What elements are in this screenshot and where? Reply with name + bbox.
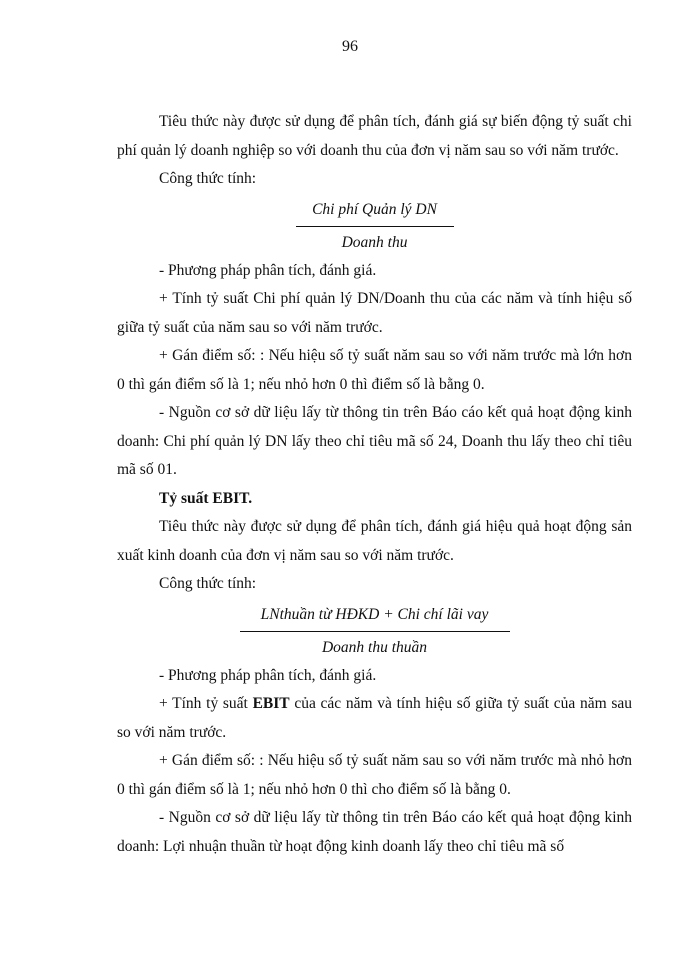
- section2-source: - Nguồn cơ sở dữ liệu lấy từ thông tin trên Báo cáo kết quả hoạt động kinh doanh: Lợi nhuận thuần từ hoạt động kinh doanh lấy theo chỉ tiêu mã số: [117, 809, 632, 855]
- section2-formula-label: Công thức tính:: [159, 575, 257, 592]
- page-number: 96: [342, 38, 358, 55]
- section1-intro: Tiêu thức này được sử dụng để phân tích, đánh giá sự biến động tỷ suất chi phí quản lý doanh nghiệp so với doanh thu của đơn vị năm sau so với năm trước.: [117, 113, 632, 159]
- section2-step2: + Gán điểm số: : Nếu hiệu số tỷ suất năm sau so với năm trước mà nhỏ hơn 0 thì gán điểm số là 1; nếu nhỏ hơn 0 thì cho điểm số là bằng 0.: [117, 752, 632, 798]
- section2-intro: Tiêu thức này được sử dụng để phân tích, đánh giá hiệu quả hoạt động sản xuất kinh doanh của đơn vị năm sau so với năm trước.: [117, 518, 632, 564]
- section2-heading: Tỷ suất EBIT.: [159, 489, 253, 507]
- formula-numerator: Chi phí Quản lý DN: [312, 200, 437, 218]
- formula-numerator: LNthuần từ HĐKD + Chi chí lãi vay: [260, 605, 489, 623]
- step1-suffix: của các năm và tính hiệu số giữa tỷ suất của năm sau so với năm trước.: [117, 695, 632, 741]
- section1-step1: + Tính tỷ suất Chi phí quản lý DN/Doanh thu của các năm và tính hiệu số giữa tỷ suất của năm sau so với năm trước.: [117, 290, 632, 336]
- formula-fraction: [240, 605, 510, 658]
- formula-fraction: [296, 200, 454, 253]
- section1-source: - Nguồn cơ sở dữ liệu lấy từ thông tin trên Báo cáo kết quả hoạt động kinh doanh: Chi phí quản lý DN lấy theo chỉ tiêu mã số 24, Doanh thu lấy theo chỉ tiêu mã số 01.: [117, 404, 632, 478]
- section1-formula: [117, 200, 632, 253]
- document-body: [117, 108, 632, 861]
- section2-method-heading: - Phương pháp phân tích, đánh giá.: [159, 666, 377, 684]
- section2-step1: [117, 690, 632, 747]
- section1-method-heading: - Phương pháp phân tích, đánh giá.: [159, 261, 377, 279]
- step1-prefix: + Tính tỷ suất: [159, 695, 253, 712]
- section1-step2: + Gán điểm số: : Nếu hiệu số tỷ suất năm sau so với năm trước mà lớn hơn 0 thì gán điểm số là 1; nếu nhỏ hơn 0 thì điểm số là bằng 0.: [117, 347, 632, 393]
- section1-formula-label: Công thức tính:: [159, 170, 257, 187]
- formula-denominator: Doanh thu: [341, 233, 408, 251]
- formula-denominator: Doanh thu thuần: [321, 638, 428, 656]
- section2-formula: [117, 605, 632, 658]
- step1-bold-ebit: EBIT: [252, 695, 290, 712]
